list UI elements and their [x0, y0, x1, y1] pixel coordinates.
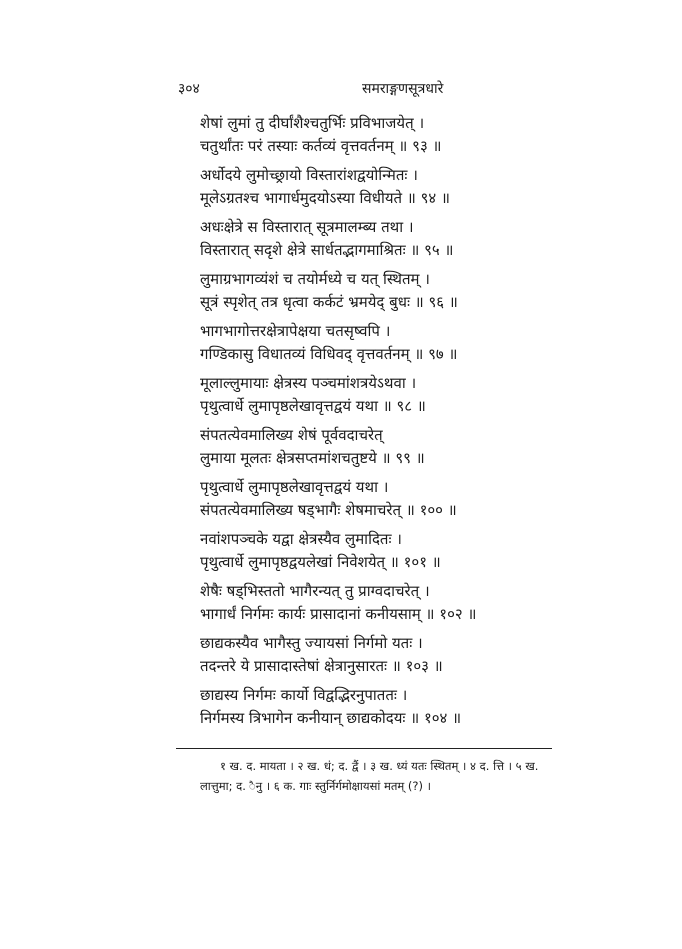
verse-line: छाद्यस्य निर्गमः कार्यो विद्वद्भिरनुपाततः ।: [200, 686, 408, 704]
running-title: समराङ्गणसूत्रधारे: [362, 81, 444, 97]
verse-block: [200, 112, 580, 736]
verse-line: छाद्यकस्यैव भागैस्तु ज्यायसां निर्गमो यतः ।: [200, 634, 423, 652]
stanza-98: [200, 372, 580, 418]
verse-line: शेषां लुमां तु दीर्घांशैश्चतुर्भिः प्रविभाजयेत् ।: [200, 114, 425, 132]
verse-line: भागार्धं निर्गमः कार्यः प्रासादानां कनीयसाम् ॥ १०२ ॥: [200, 605, 477, 623]
verse-line: निर्गमस्य त्रिभागेन कनीयान् छाद्यकोदयः ॥ १०४ ॥: [200, 709, 462, 727]
verse-line: अर्धोदये लुमोच्छ्रायो विस्तारांशद्वयोन्मितः ।: [200, 166, 418, 184]
verse-line: संपतत्येवमालिख्य षड्भागैः शेषमाचरेत् ॥ १०० ॥: [200, 501, 457, 519]
page-number: ३०४: [178, 81, 200, 97]
verse-line: पृथुत्वार्धे लुमापृष्ठलेखावृत्तद्वयं यथा ।: [200, 478, 389, 496]
footnote-line: १ ख. द. मायता । २ ख. धं; द. द्वैं । ३ ख. ध्यं यतः स्थितम् । ४ द. त्ति । ५ ख.: [220, 759, 539, 773]
stanza-101: [200, 528, 580, 574]
stanza-97: [200, 320, 580, 366]
stanza-96: [200, 268, 580, 314]
verse-line: लुमाया मूलतः क्षेत्रसप्तमांशचतुष्टये ॥ ९९ ॥: [200, 449, 425, 467]
verse-line: पृथुत्वार्धे लुमापृष्ठलेखावृत्तद्वयं यथा ॥ ९८ ॥: [200, 397, 426, 415]
verse-line: विस्तारात् सदृशे क्षेत्रे सार्धतद्भागमाश्रितः ॥ ९५ ॥: [200, 241, 454, 259]
stanza-102: [200, 580, 580, 626]
stanza-95: [200, 216, 580, 262]
verse-line: अधःक्षेत्रे स विस्तारात् सूत्रमालम्ब्य तथा ।: [200, 218, 414, 236]
footnote-line: लात्तुमा; द. ैनु । ६ क. गाः स्तुर्निर्गमोक्षायसां मतम् (?) ।: [200, 779, 432, 793]
verse-line: लुमाग्रभागव्यंशं च तयोर्मध्ये च यत् स्थितम् ।: [200, 270, 430, 288]
verse-line: चतुर्थांतः परं तस्याः कर्तव्यं वृत्तवर्तनम् ॥ ९३ ॥: [200, 137, 442, 155]
stanza-99: [200, 424, 580, 470]
verse-line: तदन्तरे ये प्रासादास्तेषां क्षेत्रानुसारतः ॥ १०३ ॥: [200, 657, 443, 675]
verse-line: मूलाल्लुमायाः क्षेत्रस्य पञ्चमांशत्रयेऽथवा ।: [200, 374, 417, 392]
verse-line: मूलेऽग्रतश्च भागार्धमुदयोऽस्या विधीयते ॥ ९४ ॥: [200, 189, 450, 207]
footnotes: [200, 756, 570, 796]
verse-line: नवांशपञ्चके यद्वा क्षेत्रस्यैव लुमादितः ।: [200, 530, 402, 548]
verse-line: भागभागोत्तरक्षेत्रापेक्षया चतसृष्वपि ।: [200, 322, 391, 340]
verse-line: शेषैः षड्भिस्ततो भागैरन्यत् तु प्राग्वदाचरेत् ।: [200, 582, 430, 600]
stanza-104: [200, 684, 580, 730]
verse-line: सूत्रं स्पृशेत् तत्र धृत्वा कर्कटं भ्रमयेद् बुधः ॥ ९६ ॥: [200, 293, 458, 311]
stanza-94: [200, 164, 580, 210]
stanza-103: [200, 632, 580, 678]
stanza-100: [200, 476, 580, 522]
stanza-93: [200, 112, 580, 158]
footnote-divider: [176, 748, 552, 749]
verse-line: गण्डिकासु विधातव्यं विधिवद् वृत्तवर्तनम् ॥ ९७ ॥: [200, 345, 458, 363]
verse-line: संपतत्येवमालिख्य शेषं पूर्ववदाचरेत्: [200, 426, 383, 444]
verse-line: पृथुत्वार्धे लुमापृष्ठद्वयलेखां निवेशयेत् ॥ १०१ ॥: [200, 553, 441, 571]
